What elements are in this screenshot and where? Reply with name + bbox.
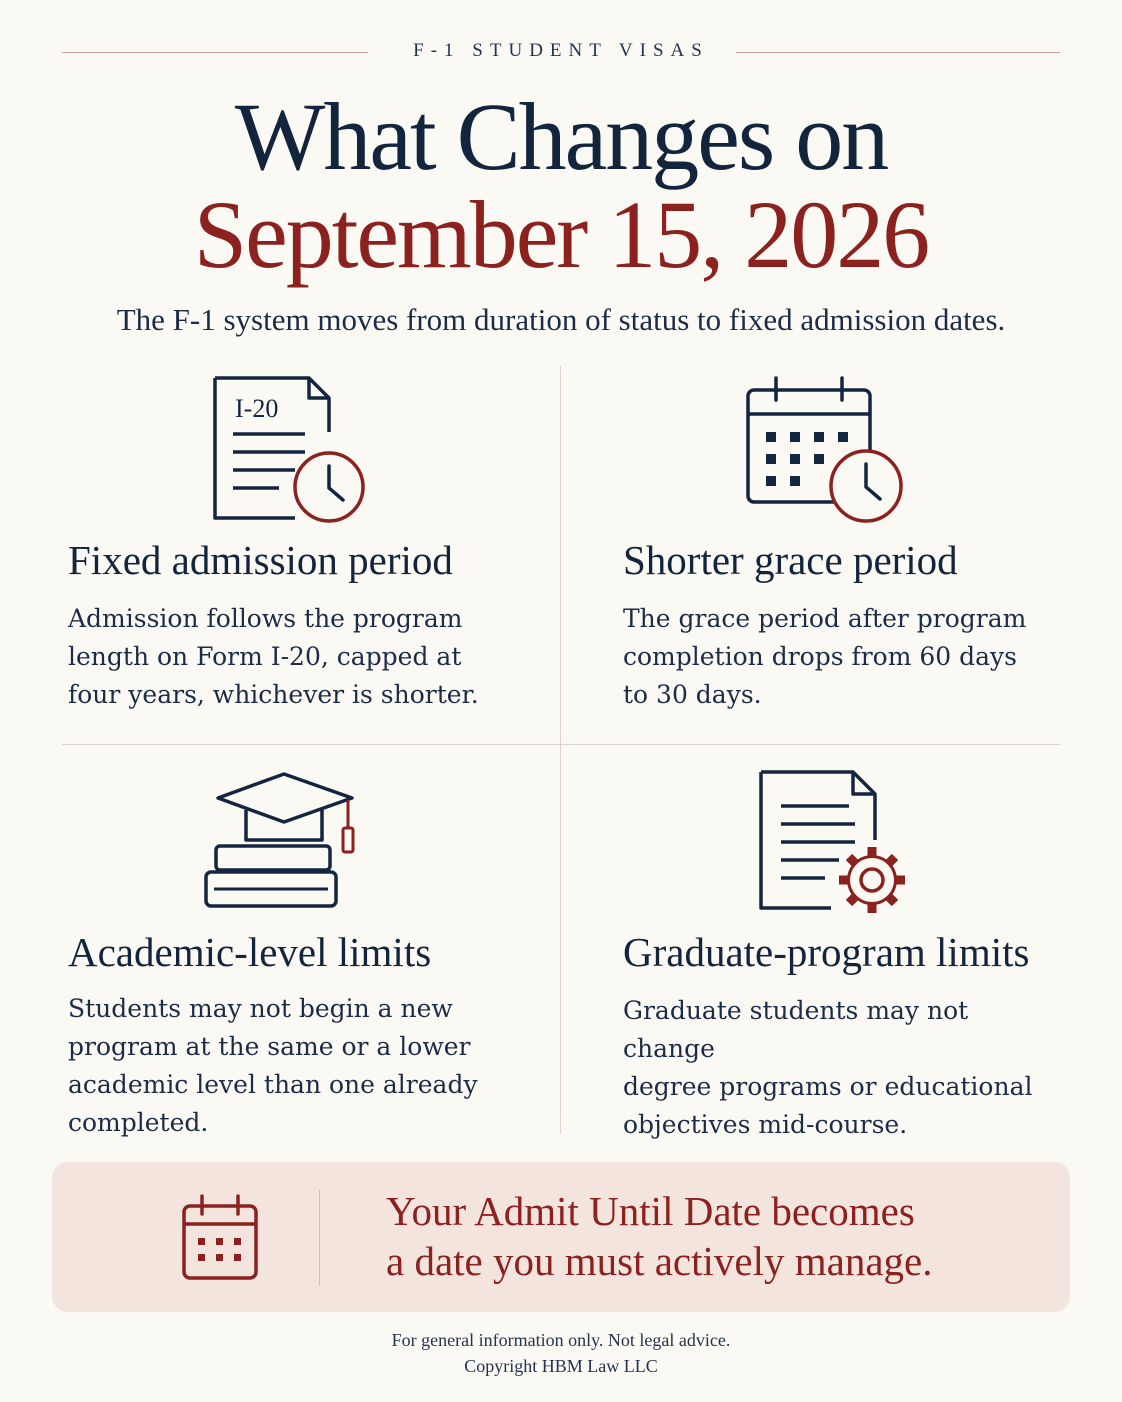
card-body-line: four years, whichever is shorter. bbox=[68, 680, 479, 709]
card-body bbox=[68, 990, 538, 1142]
footer-disclaimer: For general information only. Not legal advice. bbox=[391, 1330, 731, 1350]
card-body-line: completed. bbox=[68, 1108, 209, 1137]
document-clock-icon bbox=[205, 372, 375, 532]
card-body bbox=[623, 992, 1063, 1144]
eyebrow bbox=[62, 40, 1060, 66]
card-body-line: to 30 days. bbox=[623, 680, 762, 709]
graduation-cap-books-icon bbox=[200, 768, 365, 913]
card-body-line: objectives mid-course. bbox=[623, 1110, 908, 1139]
card-body-line: Graduate students may not change bbox=[623, 996, 969, 1063]
calendar-icon bbox=[180, 1194, 260, 1282]
card-body-line: Students may not begin a new bbox=[68, 994, 453, 1023]
card-body-line: degree programs or educational bbox=[623, 1072, 1033, 1101]
grid-divider-horizontal bbox=[62, 744, 1060, 745]
card-body-line: program at the same or a lower bbox=[68, 1032, 471, 1061]
eyebrow-label: F-1 STUDENT VISAS bbox=[413, 40, 709, 61]
page-subtitle: The F-1 system moves from duration of status to fixed admission dates. bbox=[116, 302, 1006, 337]
callout-line: Your Admit Until Date becomes bbox=[386, 1188, 915, 1234]
i20-form-label: I-20 bbox=[235, 394, 279, 423]
callout-banner bbox=[52, 1162, 1070, 1312]
callout-message bbox=[386, 1186, 1046, 1286]
eyebrow-divider-right bbox=[736, 52, 1060, 53]
card-body-line: length on Form I-20, capped at bbox=[68, 642, 462, 671]
card-body bbox=[68, 600, 538, 714]
page-title: What Changes on bbox=[234, 83, 888, 190]
grid-divider-vertical bbox=[560, 366, 561, 1134]
page-title-date: September 15, 2026 bbox=[193, 181, 929, 288]
card-heading: Graduate-program limits bbox=[623, 929, 1030, 975]
card-body-line: Admission follows the program bbox=[68, 604, 463, 633]
callout-line: a date you must actively manage. bbox=[386, 1238, 933, 1284]
callout-divider bbox=[319, 1190, 320, 1286]
card-heading: Shorter grace period bbox=[623, 537, 958, 583]
card-body-line: academic level than one already bbox=[68, 1070, 478, 1099]
card-body-line: completion drops from 60 days bbox=[623, 642, 1018, 671]
card-heading: Academic-level limits bbox=[68, 929, 432, 975]
card-body bbox=[623, 600, 1053, 714]
card-body-line: The grace period after program bbox=[623, 604, 1027, 633]
card-heading: Fixed admission period bbox=[68, 537, 453, 583]
calendar-clock-icon bbox=[742, 374, 912, 530]
footer-copyright: Copyright HBM Law LLC bbox=[464, 1356, 658, 1376]
document-gear-icon bbox=[755, 766, 915, 921]
